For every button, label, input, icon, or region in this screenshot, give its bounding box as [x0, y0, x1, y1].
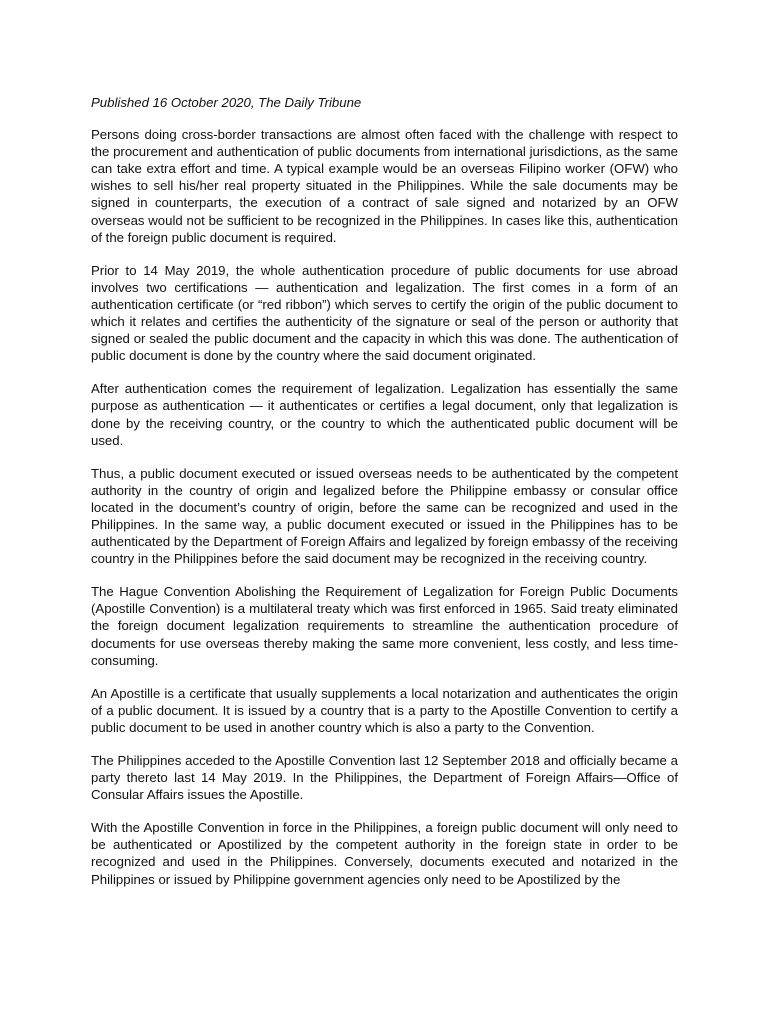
paragraph-5: The Hague Convention Abolishing the Requirement of Legalization for Foreign Public Documents (Apostille Convention) is a multilateral treaty which was first enforced in 1965. Said treaty eliminated the foreign document legalization requirements to streamline the authentication procedure of documents for use overseas thereby making the same more convenient, less costly, and less time-consuming. — [91, 584, 678, 668]
paragraph-4: Thus, a public document executed or issued overseas needs to be authenticated by the competent authority in the country of origin and legalized before the Philippine embassy or consular office located in the document’s country of origin, before the same can be recognized and used in the Philippines. In the same way, a public document executed or issued in the Philippines has to be authenticated by the Department of Foreign Affairs and legalized by foreign embassy of the receiving country in the Philippines before the said document may be recognized in the receiving country. — [91, 465, 678, 567]
paragraph-3: After authentication comes the requirement of legalization. Legalization has essentially the same purpose as authentication — it authenticates or certifies a legal document, only that legalization is done by the receiving country, or the country to which the authenticated public document will be used. — [91, 381, 678, 448]
publication-byline: Published 16 October 2020, The Daily Tribune — [91, 95, 362, 110]
paragraph-8: With the Apostille Convention in force in the Philippines, a foreign public document will only need to be authenticated or Apostilized by the competent authority in the foreign state in order to be recognized and used in the Philippines. Conversely, documents executed and notarized in the Philippines or issued by Philippine government agencies only need to be Apostilized by the — [91, 820, 678, 887]
paragraph-6: An Apostille is a certificate that usually supplements a local notarization and authenticates the origin of a public document. It is issued by a country that is a party to the Apostille Convention to certify a public document to be used in another country which is also a party to the Convention. — [91, 685, 678, 735]
paragraph-2: Prior to 14 May 2019, the whole authentication procedure of public documents for use abroad involves two certifications — authentication and legalization. The first comes in a form of an authentication certificate (or “red ribbon”) which serves to certify the origin of the public document to which it relates and certifies the authenticity of the signature or seal of the person or authority that signed or sealed the public document and the capacity in which this was done. The authentication of public document is done by the country where the said document originated. — [91, 262, 678, 364]
paragraph-1: Persons doing cross-border transactions are almost often faced with the challenge with respect to the procurement and authentication of public documents from international jurisdictions, as the same can take extra effort and time. A typical example would be an overseas Filipino worker (OFW) who wishes to sell his/her real property situated in the Philippines. While the sale documents may be signed in counterparts, the execution of a contract of sale signed and notarized by an OFW overseas would not be sufficient to be recognized in the Philippines. In cases like this, authentication of the foreign public document is required. — [91, 127, 678, 245]
paragraph-7: The Philippines acceded to the Apostille Convention last 12 September 2018 and officially became a party thereto last 14 May 2019. In the Philippines, the Department of Foreign Affairs—Office of Consular Affairs issues the Apostille. — [91, 753, 678, 803]
